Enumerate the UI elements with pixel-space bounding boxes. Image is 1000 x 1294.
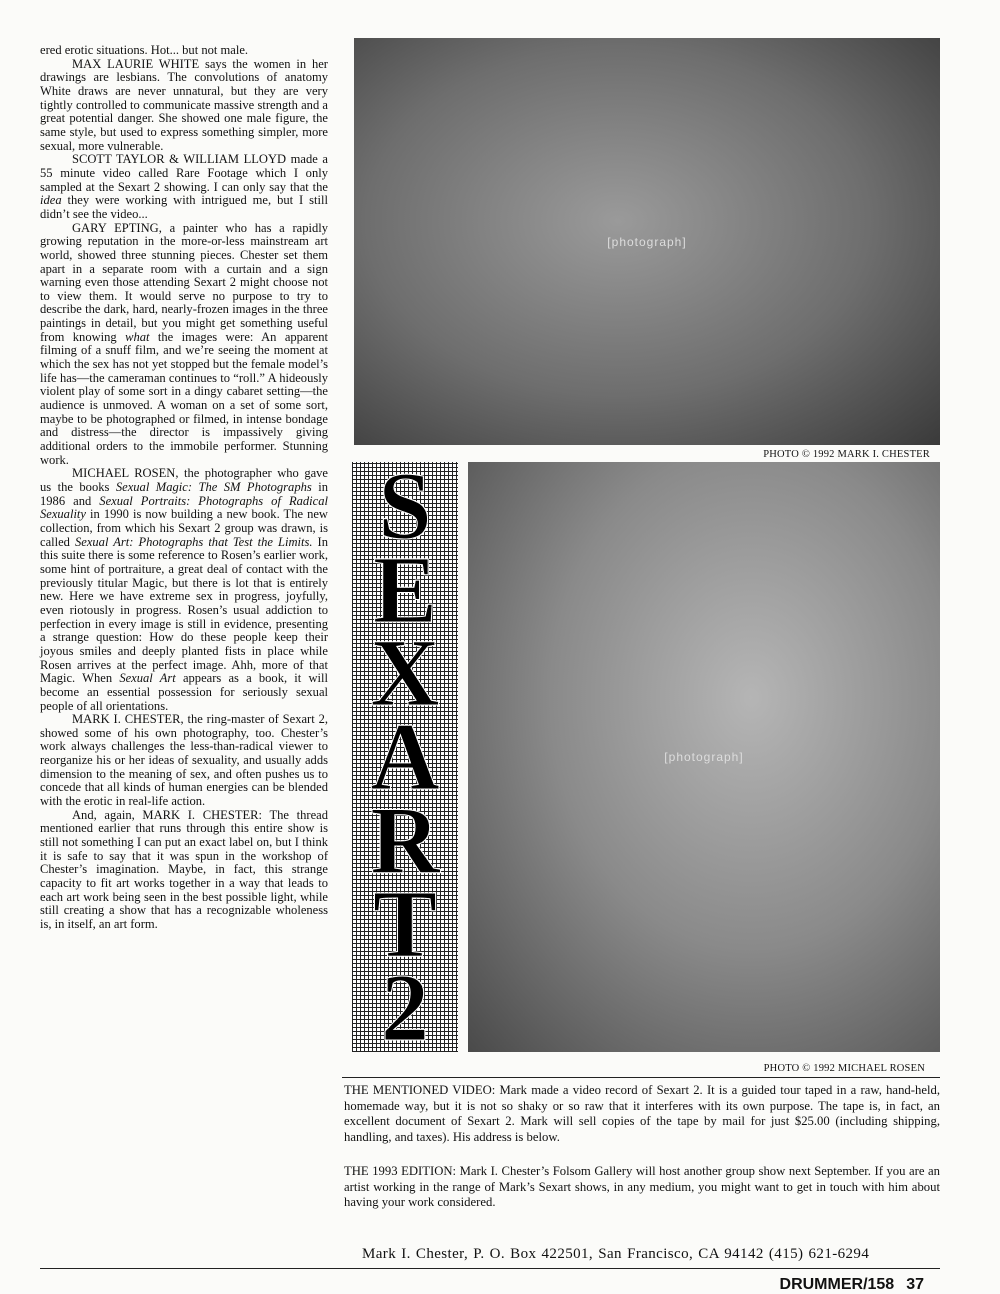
- article-paragraph: [40, 713, 328, 809]
- article-paragraph: [40, 44, 328, 58]
- article-paragraph: [40, 467, 328, 713]
- article-paragraph: [40, 153, 328, 221]
- photo-placeholder-label: [photograph]: [607, 234, 687, 249]
- article-paragraph: [40, 809, 328, 932]
- italic-text: Sexual Art: [119, 671, 176, 686]
- sexart-2-title: [352, 452, 458, 1061]
- title-letter: A: [370, 702, 440, 810]
- title-letter: R: [370, 786, 440, 894]
- title-letter: T: [372, 870, 438, 978]
- text-run: appears as a book, it will become an essential possession for seriously sexual people of all orientations.: [40, 671, 328, 713]
- divider: [40, 1268, 940, 1269]
- text-run: ered erotic situations. Hot... but not male.: [40, 43, 249, 57]
- divider: [342, 1077, 940, 1078]
- text-run: MICHAEL ROSEN, the photographer who gave us the books: [40, 466, 328, 494]
- contact-address: Mark I. Chester, P. O. Box 422501, San Francisco, CA 94142 (415) 621-6294: [362, 1246, 870, 1262]
- text-run: in 1986 and: [40, 480, 328, 508]
- italic-text: Sexual Magic: The SM Photographs: [115, 480, 312, 494]
- article-paragraph: [40, 58, 328, 154]
- photo-bottom: [468, 462, 940, 1052]
- title-letter: X: [370, 619, 440, 727]
- title-letter: S: [378, 452, 432, 559]
- magazine-issue: DRUMMER/158: [779, 1276, 895, 1293]
- edition-note: THE 1993 EDITION: Mark I. Chester’s Folsom Gallery will host another group show next September. If you are an artist working in the range of Mark’s Sexart shows, in any medium, you might want to get in touch with him about having your work considered.: [344, 1164, 940, 1210]
- text-run: MAX LAURIE WHITE says the women in her drawings are lesbians. The convolutions of anatomy White draws are never unnatural, but they are very tightly controlled to communicate massive strength and a great potential danger. She showed one male figure, the same style, but used to express something simpler, more sexual, more vulnerable.: [40, 56, 328, 153]
- italic-text: Sexual Art: Photographs that Test the Limits.: [74, 534, 313, 549]
- article-column: [40, 44, 328, 932]
- photo-placeholder-label: [photograph]: [664, 750, 744, 764]
- italic-text: what: [125, 329, 150, 344]
- title-letter: E: [372, 535, 438, 643]
- video-note: THE MENTIONED VIDEO: Mark made a video record of Sexart 2. It is a guided tour taped in a raw, hand-held, homemade way, but it is not so shaky or so raw that it interferes with its own purpose. The tape is, in fact, an excellent document of Sexart 2. Mark will sell copies of the tape by mail for just $25.00 (including shipping, handling, and taxes). His address is below.: [344, 1083, 940, 1144]
- text-run: in 1990 is now building a new book. The new collection, from which his Sexart 2 group was drawn, is called: [40, 507, 328, 549]
- text-run: they were working with intrigued me, but I still didn’t see the video...: [40, 193, 328, 221]
- page-footer: [780, 1276, 924, 1294]
- page-number: 37: [906, 1276, 924, 1293]
- italic-text: Sexual Portraits: Photographs of Radical Sexuality: [40, 493, 329, 522]
- text-run: the images were: An apparent filming of a snuff film, and we’re seeing the moment at which the sex has not yet stopped but the female model’s life has—the cameraman continues to “roll.” A hideously violent play of some sort in a dingy cabaret setting—the audience is unmoved. A woman on a set of some sort, maybe to be photographed or filmed, in intense bondage and distress—the director is impassively giving additional orders to the immobile performer. Stunning work.: [40, 329, 329, 467]
- title-letter: 2: [381, 953, 429, 1061]
- text-run: In this suite there is some reference to Rosen’s earlier work, some hint of portraiture, a great deal of contact with the previously titular Magic, but there is lot that is entirely new. Here we have extreme sex in progress, joyfully, even riotously in progress. Rosen’s usual addiction to perfection in every image is still in evidence, presenting a strange question: How do these people keep their joyous smiles and deeply planted fists in place while Rosen arrives at the perfect image. Ahh, more of that Magic. When: [40, 534, 328, 686]
- article-paragraph: [40, 222, 328, 468]
- photo-credit-bottom: PHOTO © 1992 MICHAEL ROSEN: [763, 1063, 925, 1074]
- text-run: GARY EPTING, a painter who has a rapidly growing reputation in the more-or-less mainstream art world, showed three stunning pieces. Chester set them apart in a separate room with a curtain and a sign warning even those attending Sexart 2 might choose not to view them. It would serve no purpose to try to describe the dark, hard, nearly-frozen images in the three paintings in detail, but you might get something useful from knowing: [40, 220, 328, 344]
- photo-top: [354, 38, 940, 445]
- photo-credit-top: PHOTO © 1992 MARK I. CHESTER: [763, 449, 930, 460]
- italic-text: idea: [40, 193, 62, 208]
- text-run: And, again, MARK I. CHESTER: The thread mentioned earlier that runs through this entire show is still not something I can put an exact label on, but I think it is safe to say that it was spun in the workshop of Chester’s imagination. Maybe, in fact, this strange capacity to fit art works together in a way that leads to each art work being seen in the best possible light, while still creating a show that has a recognizable wholeness is, in itself, an art form.: [40, 807, 328, 931]
- text-run: SCOTT TAYLOR & WILLIAM LLOYD made a 55 minute video called Rare Footage which I only sampled at the Sexart 2 showing. I can only say that the: [40, 152, 328, 194]
- text-run: MARK I. CHESTER, the ring-master of Sexart 2, showed some of his own photography, too. Chester’s work always challenges the less-than-radical viewer to reorganize his or her ideas of sexuality, and usually adds dimension to the meaning of sex, and often pushes us to concede that all kinds of human energies can be blended with the erotic in real-life action.: [40, 712, 328, 809]
